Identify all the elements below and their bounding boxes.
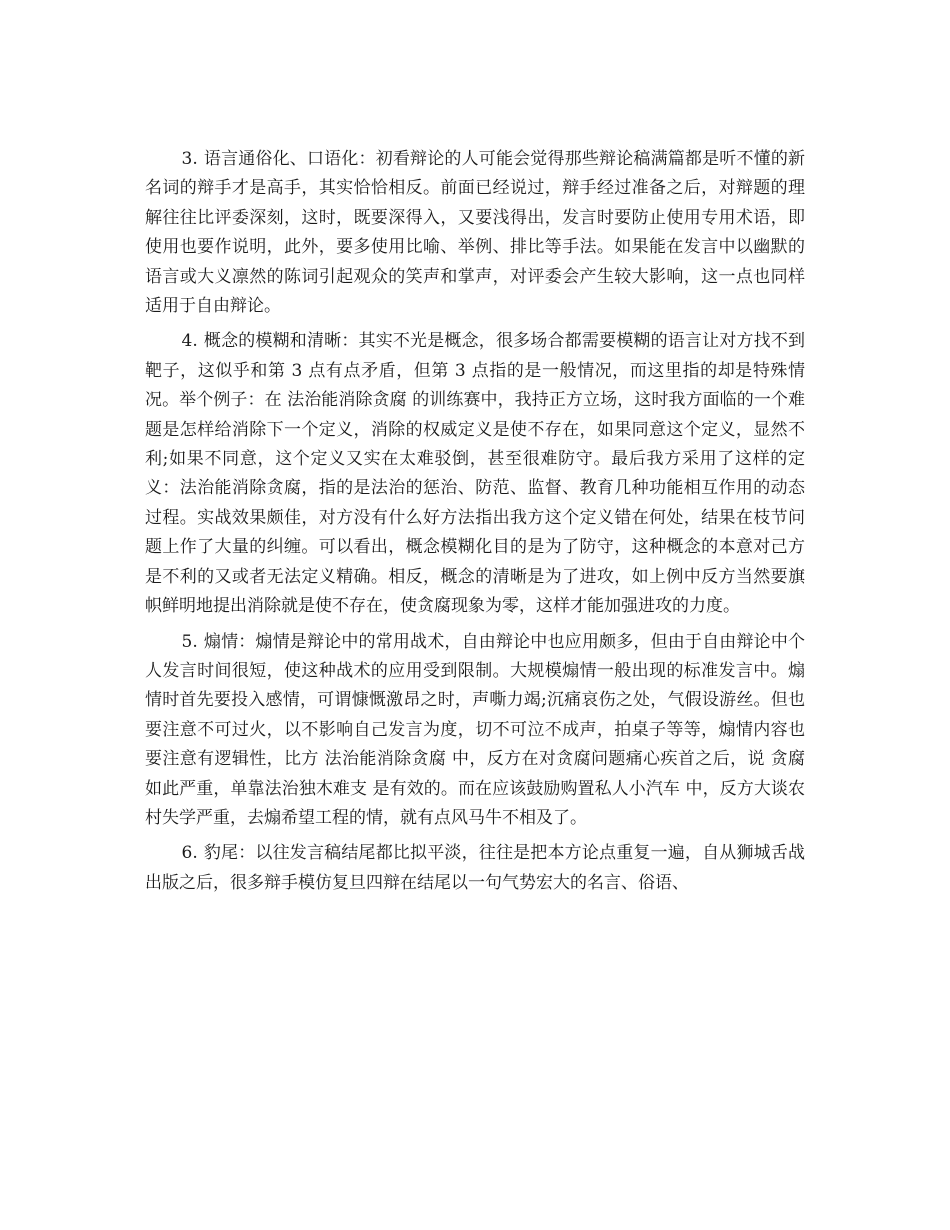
paragraph-5 — [145, 628, 805, 834]
paragraph-text: 豹尾：以往发言稿结尾都比拟平淡，往往是把本方论点重复一遍，自从狮城舌战出版之后，很多辩手模仿复旦四辩在结尾以一句气势宏大的名言、俗语、 — [145, 843, 805, 893]
paragraph-text: 概念的模糊和清晰：其实不光是概念，很多场合都需要模糊的语言让对方找不到靶子，这似乎和第 3 点有点矛盾，但第 3 点指的是一般情况，而这里指的却是特殊情况。举个例子：在 法治能消除贪腐 的训练赛中，我持正方立场，这时我方面临的一个难题是怎样给消除下一个定义，消除的权威定义是使不存在，如果同意这个定义，显然不利;如果不同意，这个定义又实在太难驳倒，甚至很难防守。最后我方采用了这样的定义：法治能消除贪腐，指的是法治的惩治、防范、监督、教育几种功能相互作用的动态过程。实战效果颇佳，对方没有什么好方法指出我方这个定义错在何处，结果在枝节问题上作了大量的纠缠。可以看出，概念模糊化目的是为了防守，这种概念的本意对己方是不利的又或者无法定义精确。相反，概念的清晰是为了进攻，如上例中反方当然要旗帜鲜明地提出消除就是使不存在，使贪腐现象为零，这样才能加强进攻的力度。 — [145, 331, 805, 617]
paragraph-number: 4. — [181, 331, 198, 352]
document-page — [145, 145, 805, 904]
paragraph-4 — [145, 327, 805, 621]
paragraph-text: 煽情：煽情是辩论中的常用战术，自由辩论中也应用颇多，但由于自由辩论中个人发言时间很短，使这种战术的应用受到限制。大规模煽情一般出现的标准发言中。煽情时首先要投入感情，可谓慷慨激昂之时，声嘶力竭;沉痛哀伤之处，气假设游丝。但也要注意不可过火，以不影响自己发言为度，切不可泣不成声，拍桌子等等，煽情内容也要注意有逻辑性，比方 法治能消除贪腐 中，反方在对贪腐问题痛心疾首之后，说 贪腐如此严重，单靠法治独木难支 是有效的。而在应该鼓励购置私人小汽车 中，反方大谈农村失学严重，去煽希望工程的情，就有点风马牛不相及了。 — [145, 631, 805, 828]
paragraph-3 — [145, 145, 805, 321]
paragraph-number: 5. — [181, 631, 198, 652]
paragraph-number: 6. — [181, 843, 198, 864]
paragraph-6 — [145, 839, 805, 898]
paragraph-number: 3. — [181, 149, 198, 169]
paragraph-text: 语言通俗化、口语化：初看辩论的人可能会觉得那些辩论稿满篇都是听不懂的新名词的辩手才是高手，其实恰恰相反。前面已经说过，辩手经过准备之后，对辩题的理解往往比评委深刻，这时，既要深得入，又要浅得出，发言时要防止使用专用术语，即使用也要作说明，此外，要多使用比喻、举例、排比等手法。如果能在发言中以幽默的语言或大义凛然的陈词引起观众的笑声和掌声，对评委会产生较大影响，这一点也同样适用于自由辩论。 — [145, 149, 805, 317]
